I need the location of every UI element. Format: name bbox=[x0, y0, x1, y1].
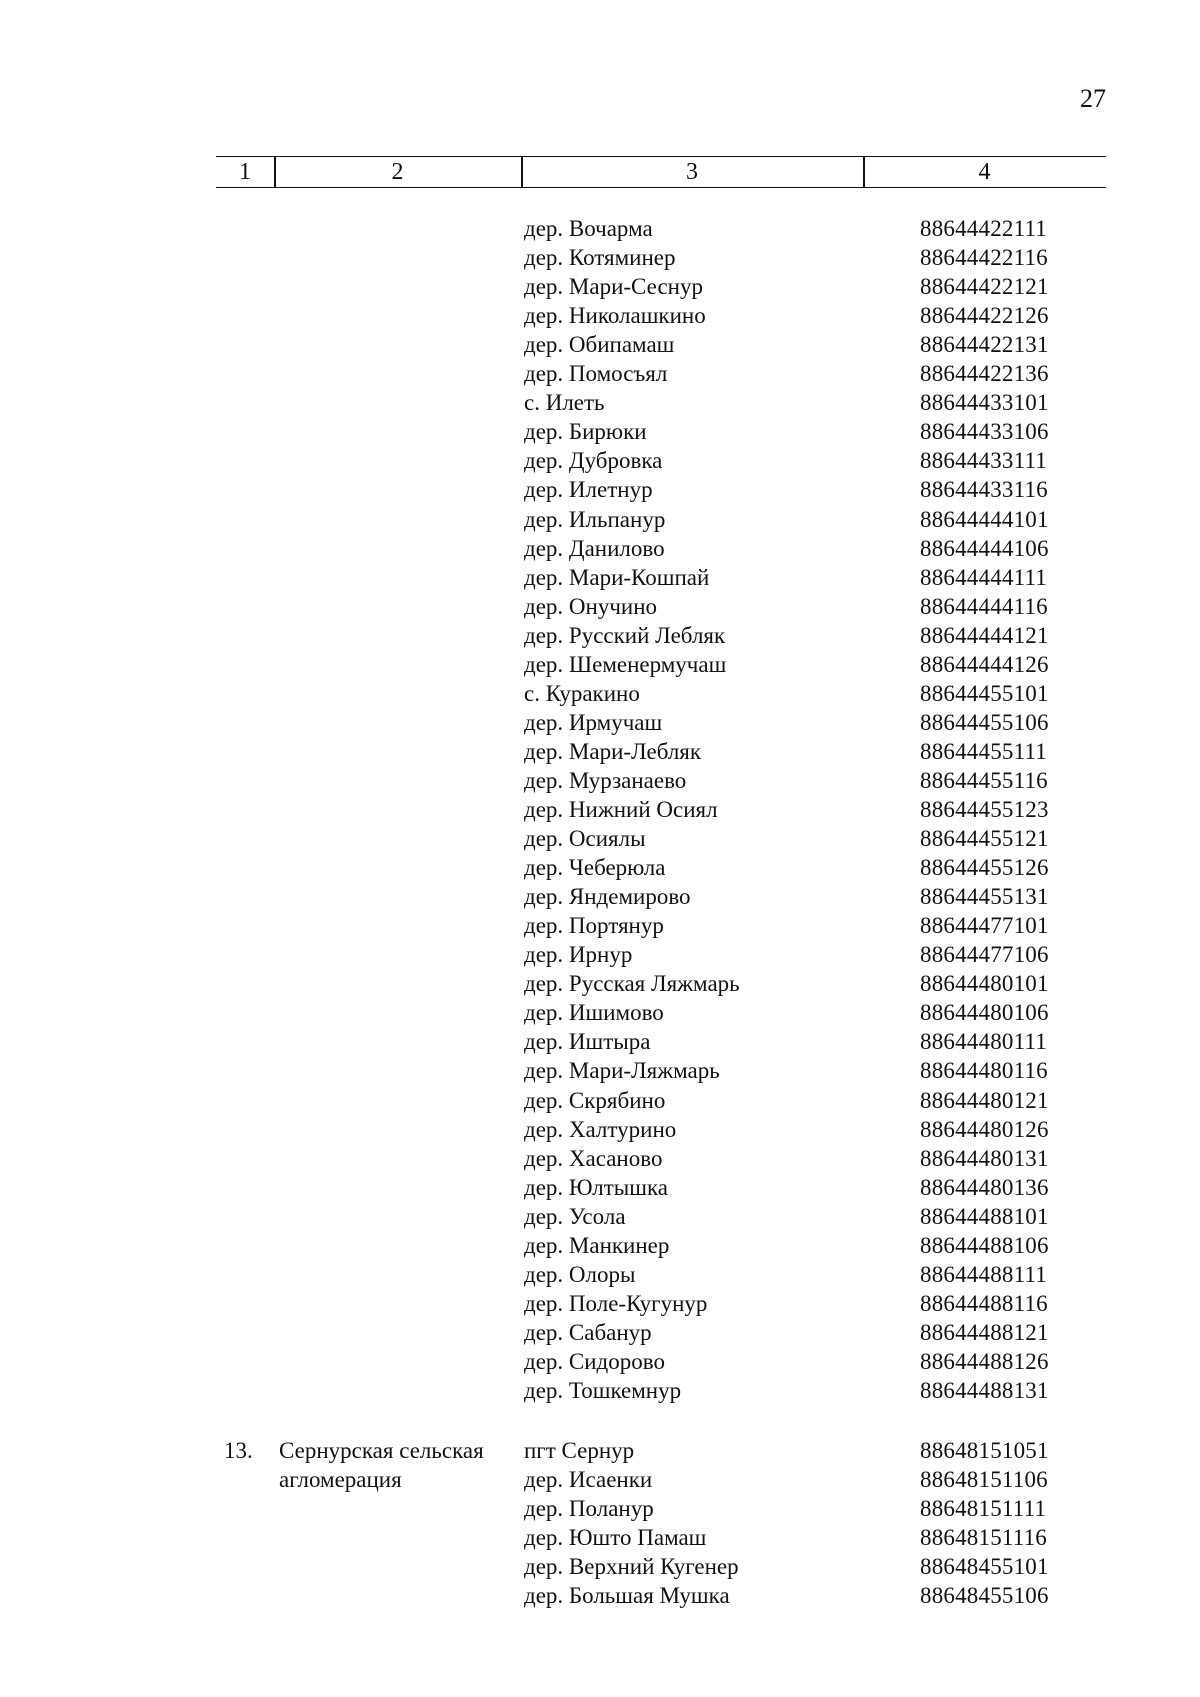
settlement-name: дер. Верхний Кугенер bbox=[524, 1554, 739, 1580]
settlement-name: дер. Поле-Кугунур bbox=[524, 1290, 708, 1316]
settlement-name: дер. Шеменермучаш bbox=[524, 651, 727, 677]
header-divider bbox=[274, 157, 276, 187]
oktmo-code: 88644480126 bbox=[920, 1116, 1049, 1142]
oktmo-code: 88644480106 bbox=[920, 1000, 1049, 1026]
table-row bbox=[0, 1581, 1200, 1610]
table-row bbox=[0, 1289, 1200, 1318]
oktmo-code: 88644422111 bbox=[920, 216, 1047, 241]
table-row bbox=[0, 1056, 1200, 1085]
oktmo-code: 88644422131 bbox=[920, 332, 1049, 358]
table-row bbox=[0, 853, 1200, 882]
oktmo-code: 88648151106 bbox=[920, 1467, 1048, 1493]
settlement-name: дер. Русский Лебляк bbox=[524, 622, 726, 648]
oktmo-code: 88644444111 bbox=[920, 564, 1047, 590]
table-row bbox=[0, 998, 1200, 1027]
settlement-name: дер. Мари-Кошпай bbox=[524, 564, 710, 590]
oktmo-code: 88644455101 bbox=[920, 680, 1049, 706]
table-row bbox=[0, 969, 1200, 998]
table-row bbox=[0, 330, 1200, 359]
oktmo-code: 88644488126 bbox=[920, 1348, 1049, 1374]
table-row bbox=[0, 1202, 1200, 1231]
oktmo-code: 88644422136 bbox=[920, 361, 1049, 387]
group-title-line: Сернурская сельская bbox=[279, 1438, 484, 1463]
oktmo-code: 88648151111 bbox=[920, 1496, 1047, 1522]
oktmo-code: 88644488106 bbox=[920, 1232, 1049, 1258]
settlement-name: дер. Русская Ляжмарь bbox=[524, 971, 740, 997]
table-row bbox=[0, 359, 1200, 388]
settlement-name: дер. Портянур bbox=[524, 913, 664, 939]
settlement-name: дер. Мари-Ляжмарь bbox=[524, 1058, 720, 1084]
oktmo-code: 88644444126 bbox=[920, 651, 1049, 677]
settlement-name: дер. Скрябино bbox=[524, 1087, 666, 1113]
settlement-name: дер. Илетнур bbox=[524, 477, 653, 503]
table-row bbox=[0, 708, 1200, 737]
table-row bbox=[0, 1115, 1200, 1144]
table-row bbox=[0, 1376, 1200, 1405]
table-row bbox=[0, 795, 1200, 824]
settlement-name: дер. Нижний Осиял bbox=[524, 797, 718, 822]
oktmo-code: 88648455101 bbox=[920, 1554, 1049, 1580]
table-row bbox=[0, 417, 1200, 446]
table-row bbox=[0, 621, 1200, 650]
settlement-name: дер. Юлтышка bbox=[524, 1174, 668, 1200]
settlement-name: дер. Помосъял bbox=[524, 361, 668, 387]
settlement-name: дер. Олоры bbox=[524, 1261, 636, 1287]
table-row bbox=[0, 1086, 1200, 1115]
oktmo-code: 88644455123 bbox=[920, 797, 1049, 822]
table-row bbox=[0, 766, 1200, 795]
oktmo-code: 88648455106 bbox=[920, 1583, 1049, 1609]
settlement-name: дер. Котяминер bbox=[524, 245, 676, 271]
table-row bbox=[0, 1260, 1200, 1289]
oktmo-code: 88644422116 bbox=[920, 245, 1048, 271]
table-header bbox=[216, 156, 1106, 188]
group-number: 13. bbox=[224, 1438, 253, 1463]
settlement-name: дер. Обипамаш bbox=[524, 332, 675, 358]
settlement-name: дер. Осиялы bbox=[524, 826, 646, 852]
oktmo-code: 88644444106 bbox=[920, 535, 1049, 561]
settlement-name: дер. Поланур bbox=[524, 1496, 654, 1522]
settlement-name: дер. Ильпанур bbox=[524, 506, 666, 532]
settlement-name: с. Куракино bbox=[524, 680, 640, 706]
oktmo-code: 88644455121 bbox=[920, 826, 1049, 852]
settlement-name: дер. Мари-Сеснур bbox=[524, 274, 703, 300]
table-row bbox=[0, 592, 1200, 621]
oktmo-code: 88644480131 bbox=[920, 1145, 1049, 1171]
table-row bbox=[0, 1144, 1200, 1173]
oktmo-code: 88644455131 bbox=[920, 884, 1049, 910]
oktmo-code: 88644455106 bbox=[920, 709, 1049, 735]
oktmo-code: 88644455116 bbox=[920, 767, 1048, 793]
settlement-name: дер. Тошкемнур bbox=[524, 1378, 682, 1403]
oktmo-code: 88644480121 bbox=[920, 1087, 1049, 1113]
settlement-name: дер. Ирмучаш bbox=[524, 709, 663, 735]
oktmo-code: 88644480116 bbox=[920, 1058, 1048, 1084]
oktmo-code: 88644422126 bbox=[920, 303, 1049, 329]
table-row bbox=[0, 1173, 1200, 1202]
settlement-name: дер. Исаенки bbox=[524, 1467, 653, 1493]
oktmo-code: 88644455111 bbox=[920, 738, 1047, 764]
settlement-name: дер. Халтурино bbox=[524, 1116, 677, 1142]
oktmo-code: 88644488116 bbox=[920, 1290, 1048, 1316]
table-row bbox=[0, 650, 1200, 679]
table-row bbox=[0, 446, 1200, 475]
oktmo-code: 88644433116 bbox=[920, 477, 1048, 503]
header-divider bbox=[863, 157, 865, 187]
settlement-name: дер. Сабанур bbox=[524, 1319, 652, 1345]
oktmo-code: 88644433101 bbox=[920, 390, 1049, 416]
table-row bbox=[0, 1318, 1200, 1347]
settlement-name: дер. Вочарма bbox=[524, 216, 653, 241]
settlement-name: дер. Ишимово bbox=[524, 1000, 664, 1026]
settlement-name: с. Илеть bbox=[524, 390, 605, 416]
header-col-4: 4 bbox=[978, 159, 991, 185]
settlement-name: дер. Дубровка bbox=[524, 448, 663, 474]
oktmo-code: 88644488111 bbox=[920, 1261, 1047, 1287]
settlement-name: дер. Онучино bbox=[524, 593, 658, 619]
table-row bbox=[0, 911, 1200, 940]
table-row bbox=[0, 737, 1200, 766]
group-title-line: агломерация bbox=[279, 1467, 402, 1492]
table-row bbox=[0, 534, 1200, 563]
oktmo-code: 88644455126 bbox=[920, 855, 1049, 881]
oktmo-code: 88644480101 bbox=[920, 971, 1049, 997]
oktmo-code: 88644433111 bbox=[920, 448, 1047, 474]
oktmo-code: 88644422121 bbox=[920, 274, 1049, 300]
settlement-name: дер. Манкинер bbox=[524, 1232, 670, 1258]
settlement-name: пгт Сернур bbox=[524, 1438, 635, 1463]
table-row bbox=[0, 214, 1200, 243]
oktmo-code: 88644488131 bbox=[920, 1378, 1049, 1403]
oktmo-code: 88644433106 bbox=[920, 419, 1049, 445]
table-row bbox=[0, 475, 1200, 504]
settlement-name: дер. Хасаново bbox=[524, 1145, 663, 1171]
settlement-name: дер. Юшто Памаш bbox=[524, 1525, 707, 1551]
settlement-name: дер. Бирюки bbox=[524, 419, 647, 445]
header-col-2: 2 bbox=[391, 159, 404, 185]
table-row bbox=[0, 1436, 1200, 1465]
settlement-name: дер. Иштыра bbox=[524, 1029, 651, 1055]
oktmo-code: 88644444121 bbox=[920, 622, 1049, 648]
oktmo-code: 88644444101 bbox=[920, 506, 1049, 532]
table-row bbox=[0, 1494, 1200, 1523]
table-row bbox=[0, 1465, 1200, 1494]
table-row bbox=[0, 243, 1200, 272]
settlement-name: дер. Мурзанаево bbox=[524, 767, 687, 793]
table-row bbox=[0, 1027, 1200, 1056]
oktmo-code: 88644480136 bbox=[920, 1174, 1049, 1200]
settlement-name: дер. Усола bbox=[524, 1203, 626, 1229]
settlement-name: дер. Чеберюла bbox=[524, 855, 666, 881]
settlement-name: дер. Яндемирово bbox=[524, 884, 691, 910]
table-row bbox=[0, 272, 1200, 301]
oktmo-code: 88644477106 bbox=[920, 942, 1049, 968]
header-col-3: 3 bbox=[686, 159, 698, 185]
table-row bbox=[0, 1552, 1200, 1581]
page-number: 27 bbox=[1080, 84, 1106, 113]
settlement-name: дер. Данилово bbox=[524, 535, 665, 561]
oktmo-code: 88648151116 bbox=[920, 1525, 1047, 1551]
oktmo-code: 88644480111 bbox=[920, 1029, 1047, 1055]
settlement-name: дер. Большая Мушка bbox=[524, 1583, 730, 1609]
oktmo-code: 88644444116 bbox=[920, 593, 1048, 619]
oktmo-code: 88648151051 bbox=[920, 1438, 1049, 1463]
settlement-name: дер. Мари-Лебляк bbox=[524, 738, 702, 764]
table-row bbox=[0, 505, 1200, 534]
table-row bbox=[0, 824, 1200, 853]
settlement-name: дер. Ирнур bbox=[524, 942, 633, 968]
settlement-name: дер. Сидорово bbox=[524, 1348, 665, 1374]
table-row bbox=[0, 882, 1200, 911]
table-row bbox=[0, 563, 1200, 592]
settlement-name: дер. Николашкино bbox=[524, 303, 706, 329]
oktmo-code: 88644488101 bbox=[920, 1203, 1049, 1229]
header-divider bbox=[521, 157, 523, 187]
table-row bbox=[0, 388, 1200, 417]
table-row bbox=[0, 1347, 1200, 1376]
oktmo-code: 88644488121 bbox=[920, 1319, 1049, 1345]
table-row bbox=[0, 1231, 1200, 1260]
header-col-1: 1 bbox=[239, 159, 251, 185]
table-row bbox=[0, 679, 1200, 708]
table-row bbox=[0, 1523, 1200, 1552]
oktmo-code: 88644477101 bbox=[920, 913, 1049, 939]
table-row bbox=[0, 301, 1200, 330]
table-row bbox=[0, 940, 1200, 969]
